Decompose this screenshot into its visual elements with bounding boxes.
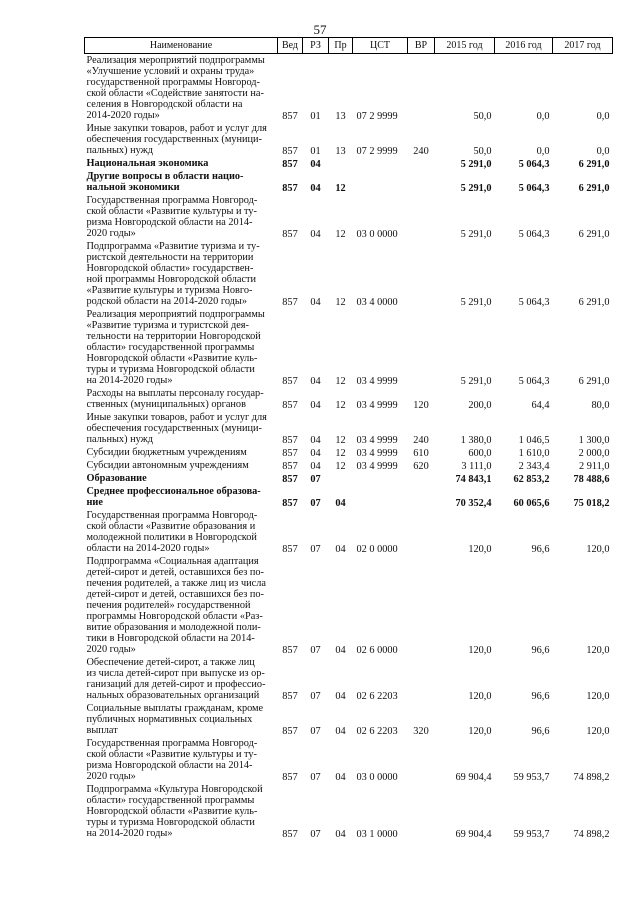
row-2015: 5 291,0 [460,376,492,387]
row-name-line: Реализация мероприятий подпрограммы [86,309,265,320]
table-row [85,308,613,387]
row-name-line: Расходы на выплаты персоналу государ- [86,388,264,399]
header-2017: 2017 год [553,38,613,54]
row-2016: 2 343,4 [518,461,550,472]
row-name-line: ской области «Развитие культуры и ту- [86,206,257,217]
row-ved: 857 [282,448,298,459]
row-2017: 6 291,0 [578,297,610,308]
row-2017: 78 488,6 [573,474,610,485]
row-cst: 03 4 9999 [356,435,398,446]
row-pr: 12 [335,448,346,459]
row-name [85,411,278,446]
row-name [85,194,278,240]
row-name-line: «Развитие культуры и туризма Новго- [86,285,253,296]
header-pr: Пр [329,38,353,54]
row-2016: 5 064,3 [518,183,550,194]
row-vr [408,170,435,194]
row-vr [408,656,435,702]
row-vr [408,737,435,783]
row-2016: 64,4 [531,400,550,411]
row-vr [408,54,435,123]
table-row [85,702,613,737]
row-name-line: ристской деятельности на территории [86,252,254,263]
row-2015: 120,0 [468,645,492,656]
row-2016: 59 953,7 [513,772,550,783]
row-name [85,308,278,387]
row-rz: 07 [310,829,321,840]
row-cst: 03 1 0000 [356,829,398,840]
row-cst: 03 0 0000 [356,772,398,783]
row-ved: 857 [282,183,298,194]
row-name-line: Новгородской области» государствен- [86,263,254,274]
row-name-line: Среднее профессиональное образова- [86,486,261,497]
row-2016: 5 064,3 [518,229,550,240]
row-name-line: программы Новгородской области «Раз- [86,611,263,622]
row-name-line: ризма Новгородской области на 2014- [86,217,253,228]
row-vr [408,472,435,485]
row-pr: 04 [335,772,346,783]
row-name-line: печения родителей» государственной [86,600,251,611]
row-name-line: ной программы Новгородской области [86,274,257,285]
row-name-line: Обеспечение детей-сирот, а также лиц [86,657,255,668]
row-2016: 96,6 [531,645,550,656]
row-ved: 857 [282,691,298,702]
row-vr: 240 [413,146,429,157]
row-name-line: Подпрограмма «Социальная адаптация [86,556,259,567]
row-2015: 70 352,4 [455,498,492,509]
row-2017: 0,0 [596,111,610,122]
header-2015: 2015 год [435,38,495,54]
row-vr: 240 [413,435,429,446]
row-ved: 857 [282,376,298,387]
row-name-line: Государственная программа Новгород- [86,195,258,206]
row-name-line: «Улучшение условий и охраны труда» [86,66,255,77]
row-2016: 5 064,3 [518,376,550,387]
row-name-line: Государственная программа Новгород- [86,738,258,749]
row-2016: 96,6 [531,726,550,737]
row-2017: 120,0 [586,544,610,555]
row-vr [408,555,435,656]
row-name-line: ние [86,497,103,508]
row-ved: 857 [282,498,298,509]
row-name [85,702,278,737]
row-vr: 620 [413,461,429,472]
row-ved: 857 [282,111,298,122]
row-2015: 120,0 [468,726,492,737]
row-cst [353,472,408,485]
row-name-line: 2014-2020 годы» [86,110,160,121]
row-ved: 857 [282,474,298,485]
row-2017: 74 898,2 [573,829,610,840]
row-ved: 857 [282,726,298,737]
table-body [85,54,613,841]
row-vr [408,194,435,240]
table-row [85,240,613,308]
row-vr: 320 [413,726,429,737]
row-2015: 3 111,0 [461,461,492,472]
page-number: 57 [313,22,327,37]
row-rz: 07 [310,772,321,783]
row-cst: 03 4 9999 [356,400,398,411]
row-rz: 04 [310,435,321,446]
row-name-line: выплат [86,725,118,736]
row-2016: 59 953,7 [513,829,550,840]
header-cst: ЦСТ [353,38,408,54]
row-name-line: детей-сирот и детей, оставшихся без по- [86,589,264,600]
header-rz: РЗ [303,38,329,54]
row-pr: 12 [335,297,346,308]
row-rz: 07 [310,498,321,509]
row-2015: 1 380,0 [460,435,492,446]
row-2017: 2 911,0 [578,461,610,472]
row-2016: 0,0 [536,111,550,122]
row-cst: 02 0 0000 [356,544,398,555]
table-row [85,472,613,485]
row-name-line: Субсидии автономным учреждениям [86,460,249,471]
row-name-line: государственной программы Новгород- [86,77,260,88]
row-rz: 04 [310,448,321,459]
row-rz: 04 [310,229,321,240]
table-row [85,122,613,157]
row-ved: 857 [282,297,298,308]
row-2015: 69 904,4 [455,772,492,783]
row-name-line: обеспечения государственных (муници- [86,423,262,434]
row-ved: 857 [282,146,298,157]
table-row [85,411,613,446]
row-cst: 02 6 2203 [356,691,398,702]
row-2016: 96,6 [531,691,550,702]
table-row [85,555,613,656]
row-ved: 857 [282,645,298,656]
row-name-line: туры и туризма Новгородской области [86,817,255,828]
row-rz: 01 [310,111,321,122]
row-2017: 120,0 [586,645,610,656]
row-ved: 857 [282,772,298,783]
table-row [85,485,613,509]
row-2015: 120,0 [468,544,492,555]
row-pr: 04 [335,726,346,737]
row-2016: 62 853,2 [513,474,550,485]
row-pr: 04 [335,498,346,509]
header-2016: 2016 год [495,38,553,54]
row-name [85,485,278,509]
row-name-line: Реализация мероприятий подпрограммы [86,55,265,66]
row-pr: 12 [335,461,346,472]
row-2017: 120,0 [586,691,610,702]
row-name-line: публичных нормативных социальных [86,714,253,725]
row-2015: 5 291,0 [460,297,492,308]
row-name-line: ской области «Развитие образования и [86,521,256,532]
row-name-line: Иные закупки товаров, работ и услуг для [86,412,267,423]
row-name-line: ственных (муниципальных) органов [86,399,246,410]
row-name-line: обеспечения государственных (муници- [86,134,262,145]
row-name-line: Новгородской области «Развитие куль- [86,806,258,817]
row-2016: 60 065,6 [513,498,550,509]
row-pr: 13 [335,146,346,157]
row-name-line: на 2014-2020 годы» [86,375,173,386]
row-name-line: пальных) нужд [86,145,153,156]
row-vr [408,240,435,308]
row-name-line: из числа детей-сирот при выпуске из ор- [86,668,265,679]
row-name-line: пальных) нужд [86,434,153,445]
row-name-line: Образование [86,473,147,484]
row-name [85,170,278,194]
row-rz: 07 [310,691,321,702]
row-name-line: Иные закупки товаров, работ и услуг для [86,123,267,134]
row-name-line: Подпрограмма «Культура Новгородской [86,784,263,795]
row-rz: 07 [310,726,321,737]
row-name-line: печения родителей, а также лиц из числа [86,578,266,589]
table-header-row [85,38,613,54]
row-name [85,656,278,702]
table-row [85,737,613,783]
table-row [85,54,613,123]
row-rz: 04 [310,183,321,194]
row-ved: 857 [282,461,298,472]
row-name [85,509,278,555]
row-name-line: «Развитие туризма и туристской дея- [86,320,249,331]
row-2017: 80,0 [591,400,610,411]
row-rz: 04 [310,400,321,411]
row-2016: 5 064,3 [518,159,550,170]
header-ved: Вед [278,38,303,54]
row-2015: 600,0 [468,448,492,459]
row-pr: 13 [335,111,346,122]
row-ved: 857 [282,229,298,240]
row-name-line: нальной экономики [86,182,180,193]
row-name-line: тики в Новгородской области на 2014- [86,633,255,644]
row-name [85,459,278,472]
row-name-line: ганизаций для детей-сирот и профессио- [86,679,266,690]
row-vr: 610 [413,448,429,459]
row-name-line: молодежной политики в Новгородской [86,532,257,543]
row-ved: 857 [282,829,298,840]
row-cst: 07 2 9999 [356,146,398,157]
row-2015: 74 843,1 [455,474,492,485]
row-name-line: 2020 годы» [86,644,136,655]
row-name-line: Социальные выплаты гражданам, кроме [86,703,264,714]
row-name-line: 2020 годы» [86,771,136,782]
row-cst: 03 4 9999 [356,448,398,459]
row-name-line: области на 2014-2020 годы» [86,543,210,554]
header-name: Наименование [85,38,278,54]
row-cst [353,485,408,509]
row-cst [353,170,408,194]
row-ved: 857 [282,544,298,555]
row-rz: 07 [310,645,321,656]
row-2015: 50,0 [473,111,492,122]
row-2016: 5 064,3 [518,297,550,308]
header-vr: ВР [408,38,435,54]
row-pr [329,157,353,170]
row-name [85,446,278,459]
row-pr: 12 [335,400,346,411]
row-2015: 50,0 [473,146,492,157]
row-name-line: родской области на 2014-2020 годы» [86,296,247,307]
row-pr: 12 [335,435,346,446]
row-name-line: ской области «Содействие занятости на- [86,88,264,99]
row-2017: 74 898,2 [573,772,610,783]
row-vr [408,783,435,840]
row-name-line: ской области «Развитие культуры и ту- [86,749,257,760]
row-2016: 0,0 [536,146,550,157]
row-ved: 857 [282,159,298,170]
row-rz: 04 [310,461,321,472]
row-name-line: области» государственной программы [86,795,255,806]
row-2016: 1 610,0 [518,448,550,459]
row-rz: 07 [310,474,321,485]
row-name [85,783,278,840]
row-vr [408,509,435,555]
row-name [85,387,278,411]
table-row [85,387,613,411]
row-name-line: нальных образовательных организаций [86,690,260,701]
row-rz: 04 [310,159,321,170]
row-rz: 01 [310,146,321,157]
row-2017: 120,0 [586,726,610,737]
table-row [85,170,613,194]
row-cst [353,157,408,170]
row-name [85,54,278,123]
row-ved: 857 [282,400,298,411]
row-name [85,240,278,308]
row-name-line: тельности на территории Новгородской [86,331,261,342]
row-name [85,737,278,783]
row-name-line: Другие вопросы в области нацио- [86,171,244,182]
row-vr [408,485,435,509]
row-name [85,122,278,157]
row-2016: 1 046,5 [518,435,550,446]
row-name-line: 2020 годы» [86,228,136,239]
row-name [85,157,278,170]
row-ved: 857 [282,435,298,446]
row-2017: 6 291,0 [578,229,610,240]
row-cst: 03 4 0000 [356,297,398,308]
table-row [85,446,613,459]
row-cst: 03 4 9999 [356,461,398,472]
row-rz: 07 [310,544,321,555]
row-name-line: туры и туризма Новгородской области [86,364,255,375]
table-row [85,157,613,170]
row-rz: 04 [310,376,321,387]
row-2017: 1 300,0 [578,435,610,446]
row-name-line: Государственная программа Новгород- [86,510,258,521]
row-cst: 02 6 2203 [356,726,398,737]
row-pr [329,472,353,485]
table-row [85,509,613,555]
row-2017: 6 291,0 [578,159,610,170]
row-cst: 07 2 9999 [356,111,398,122]
table-row [85,459,613,472]
row-2016: 96,6 [531,544,550,555]
table-row [85,656,613,702]
row-2017: 0,0 [596,146,610,157]
row-pr: 04 [335,645,346,656]
row-2015: 5 291,0 [460,183,492,194]
row-vr [408,157,435,170]
row-2015: 69 904,4 [455,829,492,840]
row-name-line: Подпрограмма «Развитие туризма и ту- [86,241,260,252]
row-vr: 120 [413,400,429,411]
row-pr: 04 [335,829,346,840]
row-cst: 03 0 0000 [356,229,398,240]
row-name-line: селения в Новгородской области на [86,99,243,110]
row-pr: 04 [335,691,346,702]
row-2015: 120,0 [468,691,492,702]
row-cst: 03 4 9999 [356,376,398,387]
row-name-line: Субсидии бюджетным учреждениям [86,447,247,458]
row-2017: 6 291,0 [578,376,610,387]
row-pr: 12 [335,229,346,240]
row-name-line: детей-сирот и детей, оставшихся без по- [86,567,264,578]
row-2015: 5 291,0 [460,229,492,240]
row-name [85,472,278,485]
row-vr [408,308,435,387]
row-name [85,555,278,656]
table-row [85,783,613,840]
row-2015: 200,0 [468,400,492,411]
row-2017: 2 000,0 [578,448,610,459]
row-rz: 04 [310,297,321,308]
table-row [85,194,613,240]
row-name-line: витие образования и молодежной поли- [86,622,261,633]
row-pr: 12 [335,183,346,194]
row-2017: 6 291,0 [578,183,610,194]
row-2015: 5 291,0 [460,159,492,170]
row-2017: 75 018,2 [573,498,610,509]
row-name-line: Национальная экономика [86,158,209,169]
row-name-line: на 2014-2020 годы» [86,828,173,839]
row-name-line: ризма Новгородской области на 2014- [86,760,253,771]
budget-table [84,37,613,840]
row-pr: 04 [335,544,346,555]
row-cst: 02 6 0000 [356,645,398,656]
row-pr: 12 [335,376,346,387]
row-name-line: Новгородской области «Развитие куль- [86,353,258,364]
row-name-line: области» государственной программы [86,342,255,353]
